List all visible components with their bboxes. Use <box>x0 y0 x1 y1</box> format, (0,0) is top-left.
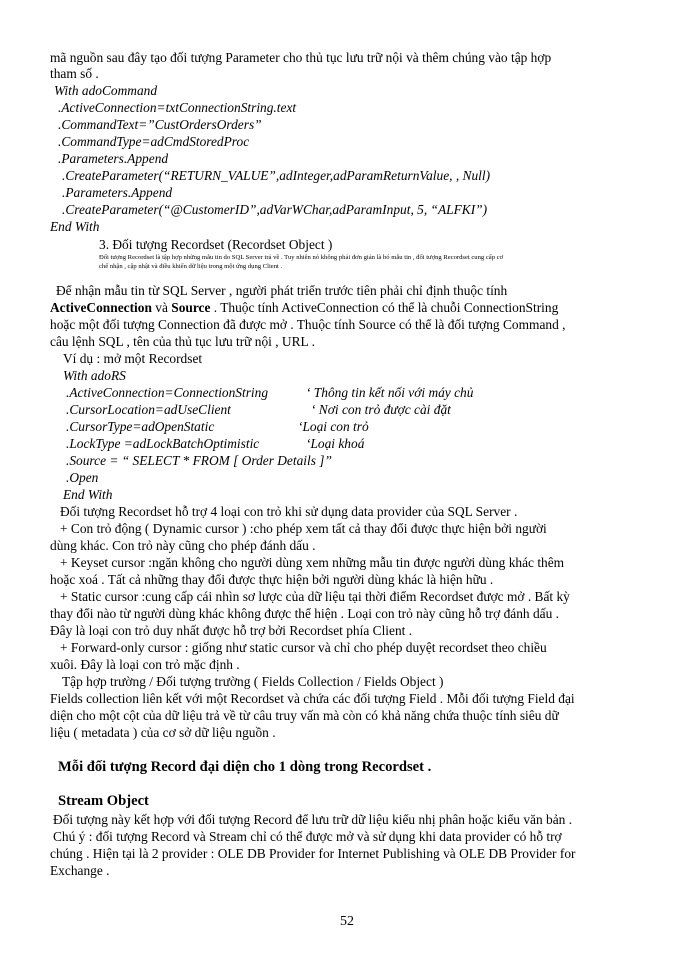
fields-para-line: Fields collection liên kết với một Recordset và chứa các đối tượng Field . Mỗi đối tượng Field đại <box>50 691 575 706</box>
code2-comment: ‘Loại khoá <box>306 436 365 451</box>
source-term: Source <box>171 300 211 315</box>
code2-line: .LockType =adLockBatchOptimistic <box>66 436 260 451</box>
recordset-para-line: hoặc một đối tượng Connection đã được mở . Thuộc tính Source có thể là đối tượng Command , <box>50 317 566 332</box>
intro-line-1: mã nguồn sau đây tạo đối tượng Parameter cho thủ tục lưu trữ nội và thêm chúng vào tập hợp <box>50 50 552 65</box>
active-connection-term: ActiveConnection <box>50 300 152 315</box>
stream-para-line: Exchange . <box>50 863 110 878</box>
code1-line: .ActiveConnection=txtConnectionString.text <box>58 100 297 115</box>
cursor-line: hoặc xoá . Tất cả những thay đổi được thực hiện bởi người dùng khác là hiện hữu . <box>50 572 494 587</box>
cursor-line: thay đổi nào từ người dùng khác không được thể hiện . Loại con trỏ này cũng hỗ trợ đánh dấu . <box>50 606 559 621</box>
cursor-line: + Static cursor :cung cấp cái nhìn sơ lược của dữ liệu tại thời điểm Recordset được mở . Bất kỳ <box>60 589 570 604</box>
recordset-para-rest: . Thuộc tính ActiveConnection có thể là chuỗi ConnectionString <box>210 300 559 315</box>
stream-para-line: Đối tượng này kết hợp với đối tượng Record để lưu trữ dữ liệu kiểu nhị phân hoặc kiểu văn bản . <box>53 812 573 827</box>
cursor-line: dùng khác. Con trỏ này cũng cho phép đánh dấu . <box>50 538 316 553</box>
stream-para-line: Chú ý : đối tượng Record và Stream chỉ có thể được mở và sử dụng khi data provider có hỗ trợ <box>53 829 562 844</box>
code1-line: .Parameters.Append <box>58 151 169 166</box>
code2-line: .Source = “ SELECT * FROM [ Order Details ]” <box>66 453 332 468</box>
code1-line: .Parameters.Append <box>62 185 173 200</box>
cursor-line: Đối tượng Recordset hỗ trợ 4 loại con trỏ khi sử dụng data provider của SQL Server . <box>60 504 518 519</box>
code2-comment: ‘ Nơi con trỏ được cài đặt <box>311 402 451 417</box>
connector-text: và <box>151 300 172 315</box>
code2-line: With adoRS <box>63 368 126 383</box>
code1-line: .CreateParameter(“RETURN_VALUE”,adInteger,adParamReturnValue, , Null) <box>62 168 491 183</box>
fields-para-line: liệu ( metadata ) của cơ sở dữ liệu nguồn . <box>50 725 276 740</box>
record-heading: Mỗi đối tượng Record đại diện cho 1 dòng trong Recordset . <box>58 759 432 775</box>
cursor-line: Đây là loại con trỏ duy nhất được hỗ trợ bởi Recordset phía Client . <box>50 623 413 638</box>
stream-heading: Stream Object <box>58 793 149 809</box>
section3-note-line: chế nhận , cập nhật và điều khiển dữ liệu trong một ứng dụng Client . <box>99 263 283 270</box>
code2-line: .Open <box>66 470 99 485</box>
code2-line: .CursorType=adOpenStatic <box>66 419 215 434</box>
fields-para-line: diện cho một cột của dữ liệu trả về từ câu truy vấn mà còn có khả năng chứa thuộc tính siêu dữ <box>50 708 559 723</box>
section3-note-line: Đối tượng Recordset là tập hợp những mẫu tin do SQL Server trả về . Tuy nhiên nó không phải đơn giản là bó mẫu tin , đối tượng Recordset cung cấp cơ <box>99 254 504 261</box>
recordset-para-line-2 <box>50 299 558 316</box>
cursor-line: xuôi. Đây là loại con trỏ mặc định . <box>50 657 240 672</box>
page-number: 52 <box>340 914 354 929</box>
example-label: Ví dụ : mở một Recordset <box>63 351 203 366</box>
code2-line: .ActiveConnection=ConnectionString <box>66 385 269 400</box>
code2-line: .CursorLocation=adUseClient <box>66 402 231 417</box>
recordset-para-line: Để nhận mẫu tin từ SQL Server , người phát triển trước tiên phải chỉ định thuộc tính <box>56 283 508 298</box>
code1-line: End With <box>50 219 100 234</box>
cursor-line: + Con trỏ động ( Dynamic cursor ) :cho phép xem tất cả thay đổi được thực hiện bởi người <box>60 521 547 536</box>
code2-line: End With <box>63 487 113 502</box>
stream-para-line: chúng . Hiện tại là 2 provider : OLE DB Provider for Internet Publishing và OLE DB Provider for <box>50 846 576 861</box>
code2-comment: ‘ Thông tin kết nối với máy chủ <box>306 385 474 400</box>
cursor-line: + Forward-only cursor : giống như static cursor và chỉ cho phép duyệt recordset theo chiều <box>60 640 547 655</box>
recordset-para-line: câu lệnh SQL , tên của thủ tục lưu trữ nội , URL . <box>50 334 315 349</box>
code1-line: .CommandType=adCmdStoredProc <box>58 134 250 149</box>
section3-title: 3. Đối tượng Recordset (Recordset Object ) <box>99 237 333 252</box>
code1-line: With adoCommand <box>54 83 158 98</box>
intro-line-2: tham số . <box>50 66 99 81</box>
cursor-line: + Keyset cursor :ngăn không cho người dùng xem những mẫu tin được người dùng khác thêm <box>60 555 565 570</box>
code1-line: .CommandText=”CustOrdersOrders” <box>58 117 262 132</box>
code2-comment: ‘Loại con trỏ <box>298 419 369 434</box>
code1-line: .CreateParameter(“@CustomerID”,adVarWChar,adParamInput, 5, “ALFKI”) <box>62 202 488 217</box>
fields-heading: Tập hợp trường / Đối tượng trường ( Fields Collection / Fields Object ) <box>62 674 444 689</box>
